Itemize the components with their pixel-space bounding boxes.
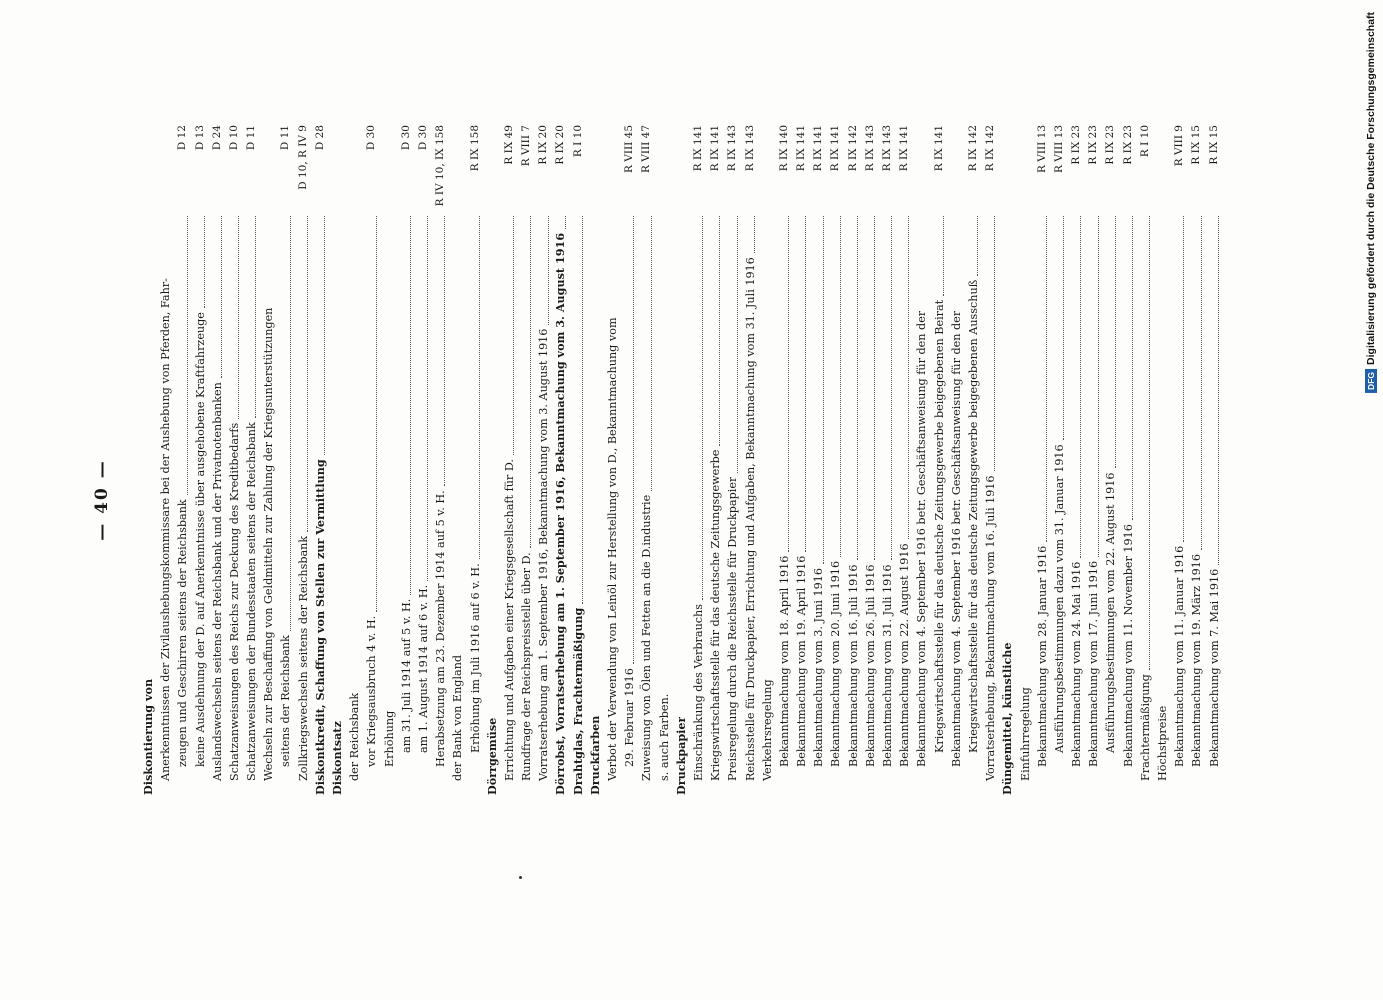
index-entry <box>363 125 380 795</box>
leader-dots <box>823 216 824 564</box>
index-entry <box>1137 125 1154 795</box>
index-entry <box>278 125 295 795</box>
index-entry <box>518 125 535 795</box>
entry-text: Bekanntmachung vom 17. Juni 1916 <box>1087 560 1101 767</box>
index-entry <box>828 125 845 795</box>
leader-dots <box>1115 216 1116 469</box>
leader-dots <box>565 216 566 229</box>
entry-text: Vorratserhebung, Bekanntmachung vom 16. Juli 1916 <box>984 475 998 781</box>
index-entry <box>381 125 398 795</box>
entry-reference: R VIII 45 <box>623 125 636 173</box>
index-entry <box>226 125 243 795</box>
entry-text: Anerkenntnissen der Zivilaushebungskommissare bei der Aushebung von Pferden, Fahr- <box>159 278 173 781</box>
leader-dots <box>633 216 634 664</box>
index-entry <box>553 125 570 795</box>
entry-text: Bekanntmachung vom 16. Juli 1916 <box>846 564 860 767</box>
index-entry <box>913 125 930 795</box>
entry-reference: D 30 <box>416 125 429 151</box>
index-entry <box>638 125 655 795</box>
index-entry <box>587 125 604 795</box>
entry-text: Verbot der Verwendung von Leinöl zur Herstellung von D., Bekanntmachung vom <box>606 317 620 781</box>
index-entry <box>621 125 638 795</box>
entry-text: Ausführungsbestimmungen vom 22. August 1916 <box>1104 472 1118 753</box>
digitization-credit <box>1365 12 1377 393</box>
index-entry <box>174 125 191 795</box>
entry-text: Rundfrage der Reichspreisstelle über D. <box>520 552 534 781</box>
leader-dots <box>582 216 583 604</box>
entry-text: Bekanntmachung vom 4. September 1916 betr. Geschäftsanweisung für den der <box>949 310 963 767</box>
entry-reference: R IX 23 <box>1070 125 1083 165</box>
entry-reference: R IX 142 <box>966 125 979 172</box>
index-entry <box>1017 125 1034 795</box>
index-entry <box>1085 125 1102 795</box>
entry-reference: R IX 49 <box>502 125 515 165</box>
entry-text: Bekanntmachung vom 28. Januar 1916 <box>1035 545 1049 767</box>
index-entry <box>1206 125 1223 795</box>
entry-text: Errichtung und Aufgaben einer Kriegsgesellschaft für D. <box>502 459 516 781</box>
entry-text: Erhöhung im Juli 1916 auf 6 v. H. <box>468 563 482 753</box>
leader-dots <box>874 216 875 560</box>
entry-text: am 31. Juli 1914 auf 5 v. H. <box>399 598 413 753</box>
entry-reference: R IX 20 <box>554 125 567 165</box>
index-entry <box>1188 125 1205 795</box>
index-entry <box>776 125 793 795</box>
leader-dots <box>994 216 995 471</box>
leader-dots <box>805 216 806 552</box>
leader-dots <box>651 216 652 491</box>
entry-text: Verkehrsregelung <box>760 679 774 781</box>
leader-dots <box>1132 216 1133 520</box>
entry-reference: R IX 141 <box>709 125 722 172</box>
index-entry <box>999 125 1016 795</box>
credit-text: Digitalisierung gefördert durch die Deutsche Forschungsgemeinschaft <box>1365 12 1377 365</box>
index-entry <box>690 125 707 795</box>
entry-reference: D 10, R IV 9 <box>296 125 309 190</box>
entry-reference: D 30 <box>365 125 378 151</box>
index-entry <box>260 125 277 795</box>
entry-reference: R IX 141 <box>795 125 808 172</box>
index-entry <box>1154 125 1171 795</box>
entry-text: Frachtermäßigung <box>1138 674 1152 781</box>
index-entry <box>295 125 312 795</box>
entry-text: Bekanntmachung vom 7. Mai 1916 <box>1207 568 1221 767</box>
entry-reference: R IX 23 <box>1121 125 1134 165</box>
entry-reference: D 12 <box>176 125 189 151</box>
dfg-logo: DFG <box>1365 369 1377 393</box>
leader-dots <box>1218 216 1219 565</box>
leader-dots <box>891 216 892 560</box>
entry-text: Dörrgemüse <box>484 717 499 795</box>
entry-text: Einschränkung des Verbrauchs <box>691 604 705 781</box>
index-entry <box>724 125 741 795</box>
entry-reference: R IX 141 <box>691 125 704 172</box>
entry-text: Bekanntmachung vom 22. August 1916 <box>898 543 912 767</box>
entry-reference: R IX 23 <box>1104 125 1117 165</box>
leader-dots <box>977 216 978 276</box>
entry-text: Kriegswirtschaftsstelle für das deutsche Zeitungsgewerbe beigegebenen Ausschuß <box>966 279 980 753</box>
entry-reference: R I 10 <box>571 125 584 158</box>
leader-dots <box>530 216 531 548</box>
index-entry <box>449 125 466 795</box>
leader-dots <box>290 216 291 631</box>
entry-text: am 1. August 1914 auf 6 v. H. <box>416 584 430 753</box>
entry-text: Düngemittel, künstliche <box>1000 642 1015 795</box>
entry-text: Vorratserhebung am 1. September 1916, Bekanntmachung vom 3. August 1916 <box>537 328 551 781</box>
entry-text: Bekanntmachung vom 11. November 1916 <box>1121 524 1135 767</box>
entry-reference: D 10 <box>227 125 240 151</box>
index-entry <box>896 125 913 795</box>
entry-text: Bekanntmachung vom 11. Januar 1916 <box>1173 545 1187 767</box>
entry-text: Erhöhung <box>382 710 396 767</box>
index-entry <box>192 125 209 795</box>
entry-text: Druckfarben <box>587 715 602 795</box>
index-entry <box>810 125 827 795</box>
entry-reference: R IX 20 <box>537 125 550 165</box>
index-entry <box>346 125 363 795</box>
index-entry <box>862 125 879 795</box>
index-entry <box>209 125 226 795</box>
leader-dots <box>1080 216 1081 558</box>
entry-text: Bekanntmachung vom 26. Juli 1916 <box>863 564 877 767</box>
index-entry <box>484 125 501 795</box>
entry-text: zeugen und Geschirren seitens der Reichsbank <box>176 499 190 767</box>
entry-text: Druckpapier <box>673 716 688 795</box>
entry-text: der Bank von England <box>451 654 465 781</box>
entry-text: seitens der Reichsbank <box>279 635 293 767</box>
entry-reference: D 24 <box>210 125 223 151</box>
leader-dots <box>376 216 377 612</box>
index-entry <box>707 125 724 795</box>
leader-dots <box>513 216 514 455</box>
entry-text: s. auch Farben. <box>657 693 671 781</box>
leader-dots <box>719 216 720 446</box>
leader-dots <box>1063 216 1064 440</box>
leader-dots <box>548 216 549 325</box>
entry-reference: R IX 158 <box>468 125 481 172</box>
index-entry <box>673 125 690 795</box>
leader-dots <box>238 216 239 419</box>
leader-dots <box>255 216 256 418</box>
entry-text: Bekanntmachung vom 18. April 1916 <box>777 555 791 767</box>
leader-dots <box>857 216 858 560</box>
index-entry <box>982 125 999 795</box>
index-entry <box>931 125 948 795</box>
index-entry <box>1120 125 1137 795</box>
index-entry <box>656 125 673 795</box>
leader-dots <box>410 216 411 595</box>
index-entry <box>140 125 157 795</box>
entry-reference: R IX 142 <box>984 125 997 172</box>
entry-reference: R IX 23 <box>1087 125 1100 165</box>
entry-text: Höchstpreise <box>1156 705 1170 781</box>
index-entry <box>1171 125 1188 795</box>
leader-dots <box>1149 216 1150 670</box>
index-entry <box>1103 125 1120 795</box>
leader-dots <box>1046 216 1047 542</box>
index-entry <box>845 125 862 795</box>
entry-reference: R I 10 <box>1138 125 1151 158</box>
leader-dots <box>307 216 308 532</box>
entry-reference: R IX 143 <box>743 125 756 172</box>
entry-reference: R IX 140 <box>777 125 790 172</box>
index-entry <box>604 125 621 795</box>
leader-dots <box>479 216 480 559</box>
leader-dots <box>702 216 703 600</box>
leader-dots <box>1183 216 1184 542</box>
index-entry <box>1068 125 1085 795</box>
entry-text: Reichsstelle für Druckpapier, Errichtung und Aufgaben, Bekanntmachung vom 31. Juli 1916 <box>743 257 757 781</box>
index-entry <box>759 125 776 795</box>
leader-dots <box>427 216 428 581</box>
leader-dots <box>943 216 944 296</box>
entry-reference: D 11 <box>245 125 258 151</box>
index-entry <box>742 125 759 795</box>
index-entry <box>879 125 896 795</box>
entry-reference: R IX 143 <box>881 125 894 172</box>
entry-reference: R IX 141 <box>932 125 945 172</box>
leader-dots <box>737 216 738 473</box>
entry-text: Schatzanweisungen der Bundesstaaten seitens der Reichsbank <box>245 422 259 781</box>
index-entry <box>398 125 415 795</box>
entry-reference: R VIII 9 <box>1173 125 1186 167</box>
entry-text: Auslandswechseln seitens der Reichsbank und der Privatnotenbanken <box>210 382 224 781</box>
leader-dots <box>788 216 789 552</box>
index-entry <box>535 125 552 795</box>
entry-reference: R IX 143 <box>726 125 739 172</box>
entry-text: Kriegswirtschaftsstelle für das deutsche Zeitungsgewerbe <box>709 449 723 781</box>
entry-reference: D 13 <box>193 125 206 151</box>
entry-text: der Reichsbank <box>348 692 362 781</box>
entry-text: Bekanntmachung vom 31. Juli 1916 <box>881 564 895 767</box>
entry-text: Zollkriegswechseln seitens der Reichsbank <box>296 535 310 781</box>
index-entry <box>948 125 965 795</box>
entry-text: Zuweisung von Ölen und Fetten an die D.industrie <box>640 494 654 781</box>
index-entry <box>793 125 810 795</box>
entry-reference: R VIII 13 <box>1052 125 1065 173</box>
leader-dots <box>444 216 445 486</box>
entry-text: Einfuhrregelung <box>1018 687 1032 781</box>
entry-text: Drahtglas, Frachtermäßigung <box>570 607 585 795</box>
entry-text: Diskontsatz <box>330 721 345 795</box>
entry-reference: R VIII 47 <box>640 125 653 173</box>
entry-text: Bekanntmachung vom 19. März 1916 <box>1190 553 1204 767</box>
entry-reference: R IX 15 <box>1190 125 1203 165</box>
entry-text: Wechseln zur Beschaffung von Geldmitteln zur Zahlung der Kriegsunterstützungen <box>262 307 276 781</box>
index-entry <box>965 125 982 795</box>
index-entry <box>501 125 518 795</box>
entry-reference: R IV 10, IX 158 <box>434 125 447 207</box>
entry-reference: R IX 141 <box>829 125 842 172</box>
entry-text: Bekanntmachung vom 24. Mai 1916 <box>1070 561 1084 767</box>
entry-reference: R VIII 13 <box>1035 125 1048 173</box>
entry-text: keine Ausdehnung der D. auf Anerkenntnisse über ausgehobene Kraftfahrzeuge <box>193 312 207 767</box>
entry-reference: R IX 15 <box>1207 125 1220 165</box>
index-entry <box>243 125 260 795</box>
leader-dots <box>187 216 188 495</box>
index-entry <box>1051 125 1068 795</box>
index-entry <box>1034 125 1051 795</box>
index-entry <box>415 125 432 795</box>
scan-speck <box>519 876 522 879</box>
leader-dots <box>1098 216 1099 557</box>
entry-text: Dörrobst, Vorratserhebung am 1. September 1916, Bekanntmachung vom 3. August 1916 <box>553 232 568 795</box>
index-entry <box>312 125 329 795</box>
index-entry <box>329 125 346 795</box>
entry-reference: D 11 <box>279 125 292 151</box>
entry-text: 29. Februar 1916 <box>623 668 637 767</box>
entry-reference: D 28 <box>313 125 326 151</box>
entry-reference: R IX 143 <box>863 125 876 172</box>
entry-text: Preisregelung durch die Reichsstelle für Druckpapier <box>726 476 740 781</box>
leader-dots <box>1201 216 1202 550</box>
entry-text: Herabsetzung am 23. Dezember 1914 auf 5 v. H. <box>434 490 448 767</box>
leader-dots <box>204 216 205 308</box>
leader-dots <box>324 216 325 455</box>
entry-reference: R IX 142 <box>846 125 859 172</box>
entry-reference: R VIII 7 <box>520 125 533 167</box>
entry-reference: D 30 <box>399 125 412 151</box>
entry-text: Schatzanweisungen des Reichs zur Deckung des Kreditbedarfs <box>227 422 241 781</box>
leader-dots <box>840 216 841 557</box>
index-entry <box>570 125 587 795</box>
entry-text: Ausführungsbestimmungen dazu vom 31. Januar 1916 <box>1052 444 1066 753</box>
entry-text: Diskontierung von <box>140 678 155 795</box>
leader-dots <box>908 216 909 539</box>
leader-dots <box>221 216 222 378</box>
entry-text: Kriegswirtschaftsstelle für das deutsche Zeitungsgewerbe beigegebenen Beirat <box>932 299 946 753</box>
index-list <box>140 125 1223 795</box>
entry-text: Bekanntmachung vom 19. April 1916 <box>795 555 809 767</box>
entry-text: Bekanntmachung vom 3. Juni 1916 <box>812 567 826 767</box>
entry-reference: R IX 141 <box>898 125 911 172</box>
leader-dots <box>754 216 755 253</box>
entry-text: Bekanntmachung vom 20. Juni 1916 <box>829 560 843 767</box>
page-number: — 40 — <box>92 459 112 541</box>
index-entry <box>432 125 449 795</box>
entry-text: vor Kriegsausbruch 4 v. H. <box>365 615 379 767</box>
index-entry <box>157 125 174 795</box>
entry-text: Diskontkredit, Schaffung von Stellen zur Vermittlung <box>312 459 327 795</box>
entry-text: Bekanntmachung vom 4. September 1916 betr. Geschäftsanweisung für den der <box>915 310 929 767</box>
entry-reference: R IX 141 <box>812 125 825 172</box>
index-entry <box>467 125 484 795</box>
